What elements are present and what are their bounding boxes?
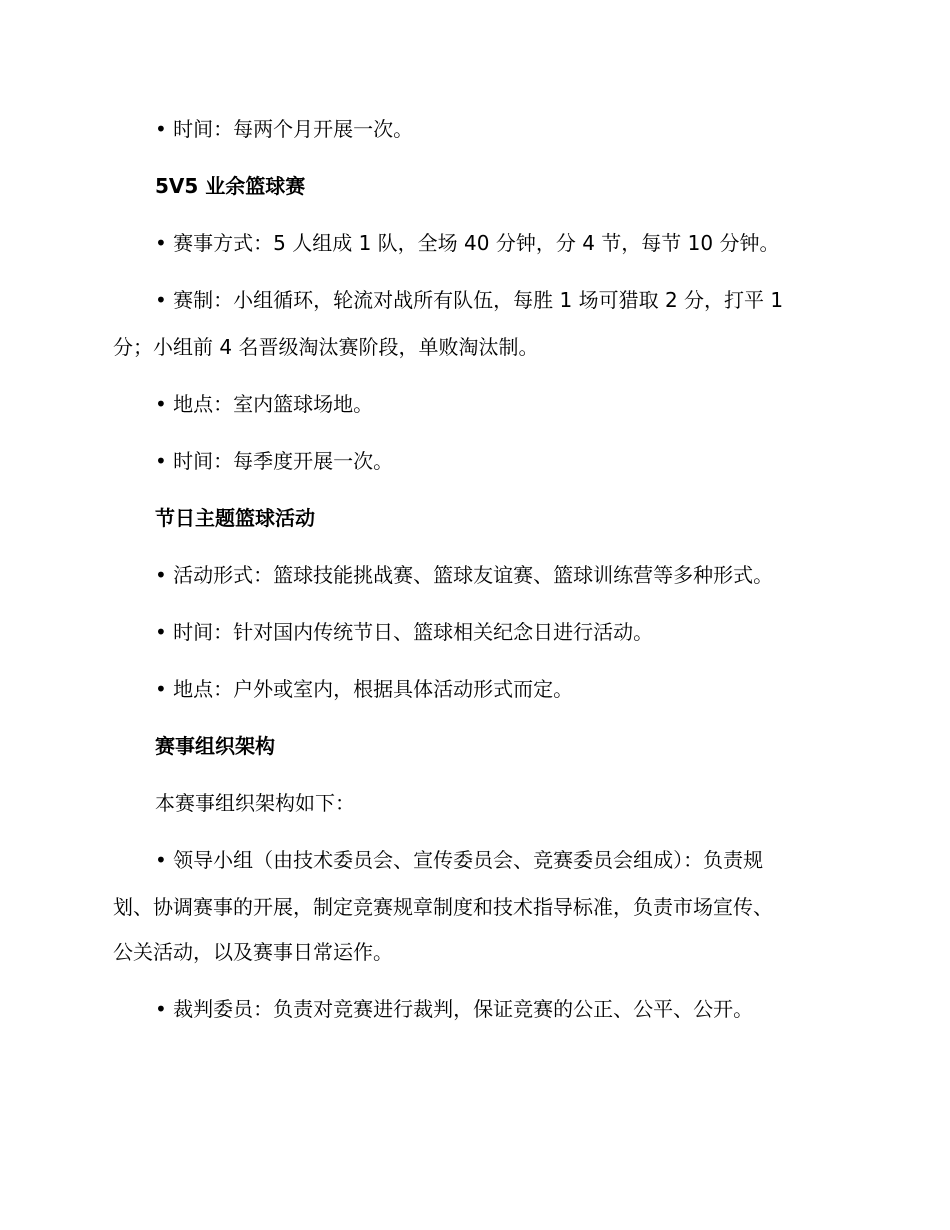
section-2-rules-line-1: • 赛制：小组循环，轮流对战所有队伍，每胜 1 场可猎取 2 分，打平 1 bbox=[155, 288, 784, 312]
section-4-leadership-line-2: 划、协调赛事的开展，制定竞赛规章制度和技术指导标准，负责市场宣传、 bbox=[113, 895, 773, 919]
section-2-format: • 赛事方式：5 人组成 1 队，全场 40 分钟，分 4 节，每节 10 分钟。 bbox=[155, 231, 780, 255]
section-4-referee: • 裁判委员：负责对竞赛进行裁判，保证竞赛的公正、公平、公开。 bbox=[155, 997, 754, 1021]
section-4-leadership-line-3: 公关活动，以及赛事日常运作。 bbox=[113, 940, 393, 964]
section-2-time: • 时间：每季度开展一次。 bbox=[155, 449, 394, 473]
section-2-rules-line-2: 分；小组前 4 名晋级淘汰赛阶段，单败淘汰制。 bbox=[113, 335, 539, 359]
section-3-title: 节日主题篮球活动 bbox=[155, 506, 315, 530]
section-2-location: • 地点：室内篮球场地。 bbox=[155, 392, 374, 416]
section-3-location: • 地点：户外或室内，根据具体活动形式而定。 bbox=[155, 677, 574, 701]
section-4-intro: 本赛事组织架构如下： bbox=[155, 791, 355, 815]
section-1-time: • 时间：每两个月开展一次。 bbox=[155, 117, 414, 141]
section-3-time: • 时间：针对国内传统节日、篮球相关纪念日进行活动。 bbox=[155, 620, 654, 644]
section-4-leadership-line-1: • 领导小组（由技术委员会、宣传委员会、竞赛委员会组成）：负责规 bbox=[155, 848, 764, 872]
section-4-title: 赛事组织架构 bbox=[155, 734, 275, 758]
section-2-title: 5V5 业余篮球赛 bbox=[155, 174, 306, 198]
section-3-format: • 活动形式：篮球技能挑战赛、篮球友谊赛、篮球训练营等多种形式。 bbox=[155, 563, 774, 587]
